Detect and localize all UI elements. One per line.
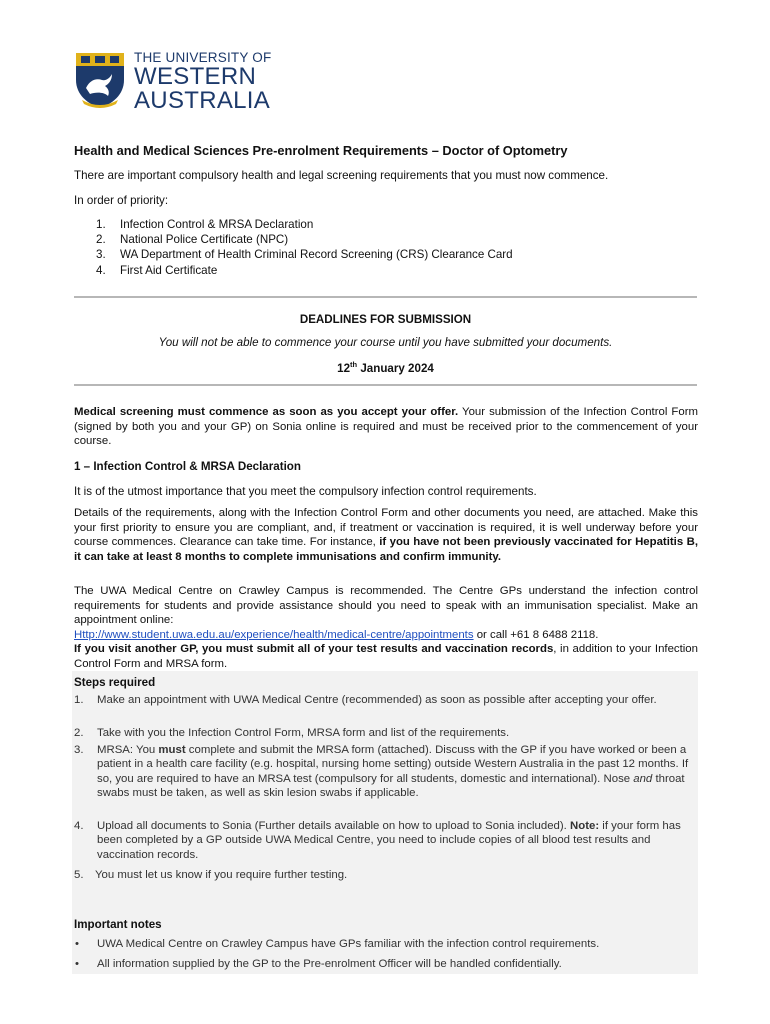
intro-text: There are important compulsory health and legal screening requirements that you must now commence. <box>74 169 609 182</box>
list-item: 5. You must let us know if you require further testing. <box>74 869 348 881</box>
section-paragraph: Details of the requirements, along with the Infection Control Form and other documents you need, are attached. Make this your first priority to ensure you are compliant, and, if treatment or vaccination is required, it is well underway before your course commences. Clearance can take time. For instance, if you have not been previously vaccinated for Hepatitis B, it can take at least 8 months to complete immunisations and confirm immunity. <box>74 507 698 563</box>
university-logo <box>72 50 272 114</box>
list-item: • UWA Medical Centre on Crawley Campus have GPs familiar with the infection control requirements. <box>75 938 600 950</box>
section-paragraph: It is of the utmost importance that you meet the compulsory infection control requirements. <box>74 485 537 498</box>
deadlines-heading: DEADLINES FOR SUBMISSION <box>299 313 472 326</box>
priority-item: 2. National Police Certificate (NPC) <box>96 233 289 247</box>
priority-label: In order of priority: <box>74 194 169 207</box>
list-item: 1. Make an appointment with UWA Medical Centre (recommended) as soon as possible after accepting your offer. <box>74 694 657 706</box>
deadline-date: 12th January 2024 <box>337 360 434 375</box>
logo-line-3: AUSTRALIA <box>134 86 271 114</box>
logo-line-1: THE UNIVERSITY OF <box>134 50 272 65</box>
crest-icon <box>72 50 128 110</box>
logo-line-2: WESTERN <box>134 62 257 90</box>
divider <box>74 296 697 298</box>
priority-item: 3. WA Department of Health Criminal Record Screening (CRS) Clearance Card <box>96 248 513 262</box>
list-item: 2. Take with you the Infection Control Form, MRSA form and list of the requirements. <box>74 727 510 739</box>
page-title: Health and Medical Sciences Pre-enrolment Requirements – Doctor of Optometry <box>74 143 568 158</box>
list-item: • All information supplied by the GP to the Pre-enrolment Officer will be handled confidentially. <box>75 958 562 970</box>
steps-title: Steps required <box>74 676 156 689</box>
list-item: 3. MRSA: You must complete and submit the MRSA form (attached). Discuss with the GP if you have worked or been a patient in a health care facility (e.g. hospital, nursing home setting) outside Western Australia in the past 12 months. If so, you are required to have an MRSA test (compulsory for all students, domestic and international). Nose and throat swabs must be taken, as well as skin lesion swabs if applicable. <box>74 744 689 800</box>
medical-screening-paragraph: Medical screening must commence as soon as you accept your offer. Your submission of the Infection Control Form (signed by both you and your GP) on Sonia online is required and must be received prior to the commencement of your course. <box>74 406 698 448</box>
deadlines-note: You will not be able to commence your course until you have submitted your documents. <box>158 336 613 349</box>
divider <box>74 384 697 386</box>
section-heading-infection-control: 1 – Infection Control & MRSA Declaration <box>74 460 301 473</box>
logo-wordmark <box>134 50 271 113</box>
important-notes-title: Important notes <box>74 918 162 931</box>
priority-item: 1. Infection Control & MRSA Declaration <box>96 218 314 231</box>
list-item: 4. Upload all documents to Sonia (Further details available on how to upload to Sonia included). Note: if your form has been completed by a GP outside UWA Medical Centre, you need to include copies of all blood test results and vaccination records. <box>74 820 681 861</box>
priority-list <box>74 217 513 278</box>
priority-item: 4. First Aid Certificate <box>96 263 218 277</box>
medical-centre-appointments-link[interactable]: Http://www.student.uwa.edu.au/experience/health/medical-centre/appointments <box>74 628 474 641</box>
section-paragraph: The UWA Medical Centre on Crawley Campus is recommended. The Centre GPs understand the infection control requirements for students and provide assistance should you need to speak with an immunisation specialist. Make an appointment online: Http://www.student.uwa.edu.au/experience/health/medical-centre/appointments or call +61 8 6488 2118. If you visit another GP, you must submit all of your test results and vaccination records, in addition to your Infection Control Form and MRSA form. <box>74 585 698 670</box>
